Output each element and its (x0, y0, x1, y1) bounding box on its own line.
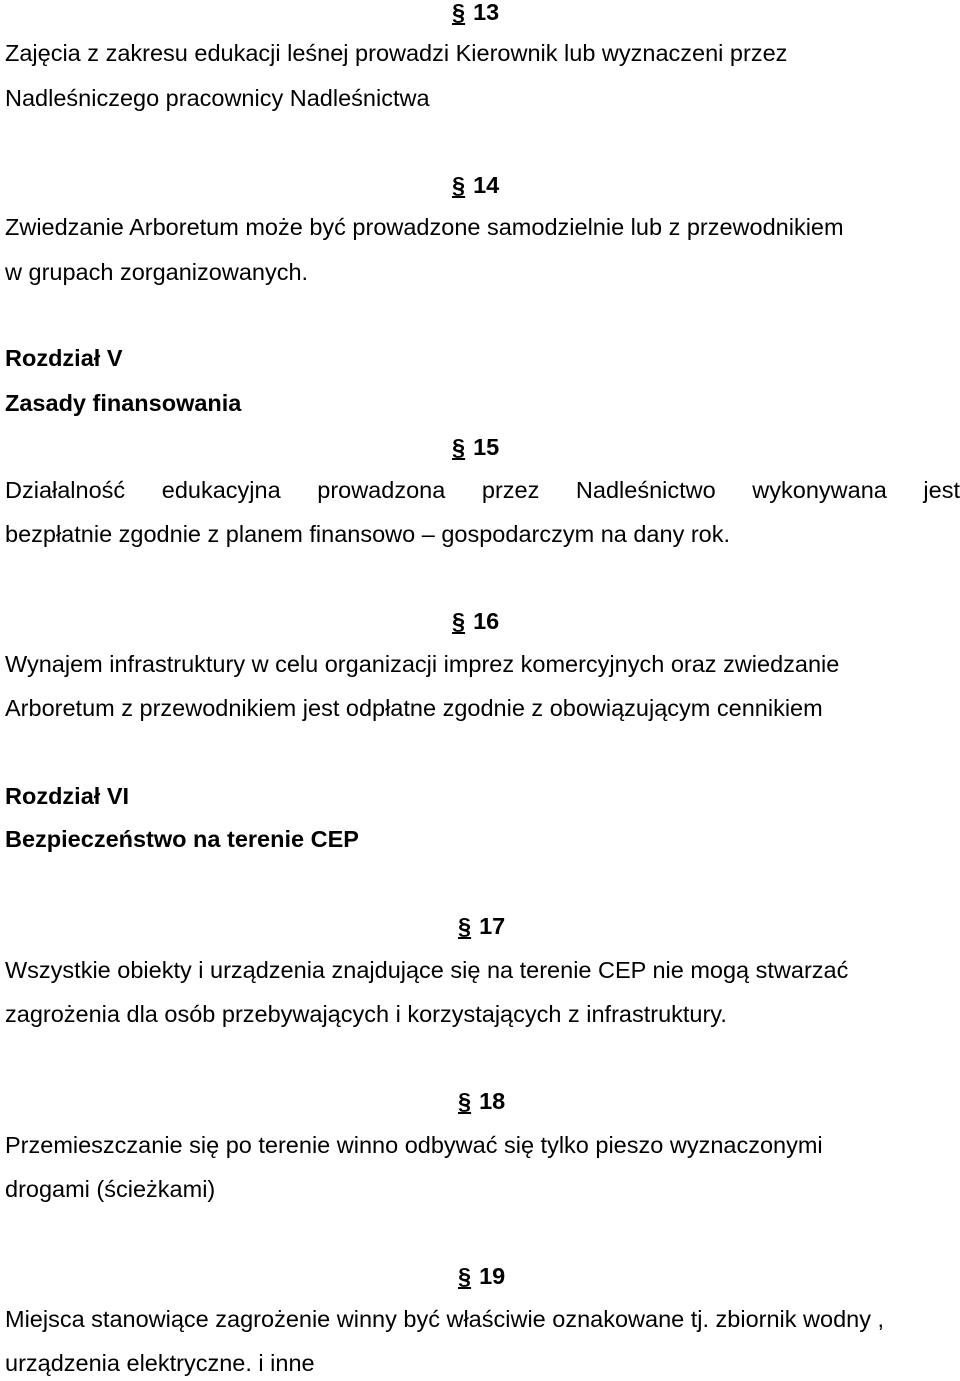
paragraph-15-line-1: Działalność edukacyjna prowadzona przez Nadleśnictwo wykonywana jest (5, 477, 960, 503)
paragraph-14-line-1: Zwiedzanie Arboretum może być prowadzone samodzielnie lub z przewodnikiem (5, 214, 844, 240)
paragraph-16-line-2: Arboretum z przewodnikiem jest odpłatne zgodnie z obowiązującym cennikiem (5, 695, 823, 721)
section-symbol: § (458, 913, 472, 939)
paragraph-13-line-1: Zajęcia z zakresu edukacji leśnej prowadzi Kierownik lub wyznaczeni przez (5, 40, 788, 66)
paragraph-number: 19 (479, 1263, 506, 1289)
section-symbol: § (458, 1088, 472, 1114)
section-symbol: § (452, 608, 466, 634)
paragraph-14-line-2: w grupach zorganizowanych. (5, 259, 309, 285)
paragraph-number: 17 (479, 913, 506, 939)
chapter-title-vi: Bezpieczeństwo na terenie CEP (5, 826, 359, 852)
paragraph-17-line-1: Wszystkie obiekty i urządzenia znajdujące się na terenie CEP nie mogą stwarzać (5, 957, 849, 983)
paragraph-19-line-1: Miejsca stanowiące zagrożenie winny być właściwie oznakowane tj. zbiornik wodny , (5, 1306, 885, 1332)
paragraph-18-line-1: Przemieszczanie się po terenie winno odbywać się tylko pieszo wyznaczonymi (5, 1132, 823, 1158)
section-symbol: § (458, 1263, 472, 1289)
paragraph-number-18 (458, 1086, 505, 1116)
chapter-heading-v: Rozdział V (5, 345, 123, 371)
paragraph-number-16 (452, 606, 499, 636)
paragraph-15-line-2: bezpłatnie zgodnie z planem finansowo – gospodarczym na dany rok. (5, 521, 731, 547)
paragraph-number-15 (452, 432, 499, 462)
chapter-heading-vi: Rozdział VI (5, 783, 130, 809)
paragraph-number-14 (452, 170, 499, 200)
paragraph-18-line-2: drogami (ścieżkami) (5, 1176, 216, 1202)
paragraph-number: 14 (473, 172, 500, 198)
paragraph-19-line-2: urządzenia elektryczne. i inne (5, 1350, 315, 1376)
paragraph-number-19 (458, 1261, 505, 1291)
paragraph-16-line-1: Wynajem infrastruktury w celu organizacji imprez komercyjnych oraz zwiedzanie (5, 651, 840, 677)
paragraph-number: 15 (473, 434, 500, 460)
chapter-title-v: Zasady finansowania (5, 390, 242, 416)
paragraph-number-17 (458, 911, 505, 941)
paragraph-number: 16 (473, 608, 500, 634)
paragraph-number: 13 (473, 0, 500, 25)
paragraph-number-13 (452, 0, 499, 27)
paragraph-13-line-2: Nadleśniczego pracownicy Nadleśnictwa (5, 85, 430, 111)
section-symbol: § (452, 0, 466, 25)
paragraph-17-line-2: zagrożenia dla osób przebywających i korzystających z infrastruktury. (5, 1001, 727, 1027)
section-symbol: § (452, 172, 466, 198)
section-symbol: § (452, 434, 466, 460)
paragraph-number: 18 (479, 1088, 506, 1114)
